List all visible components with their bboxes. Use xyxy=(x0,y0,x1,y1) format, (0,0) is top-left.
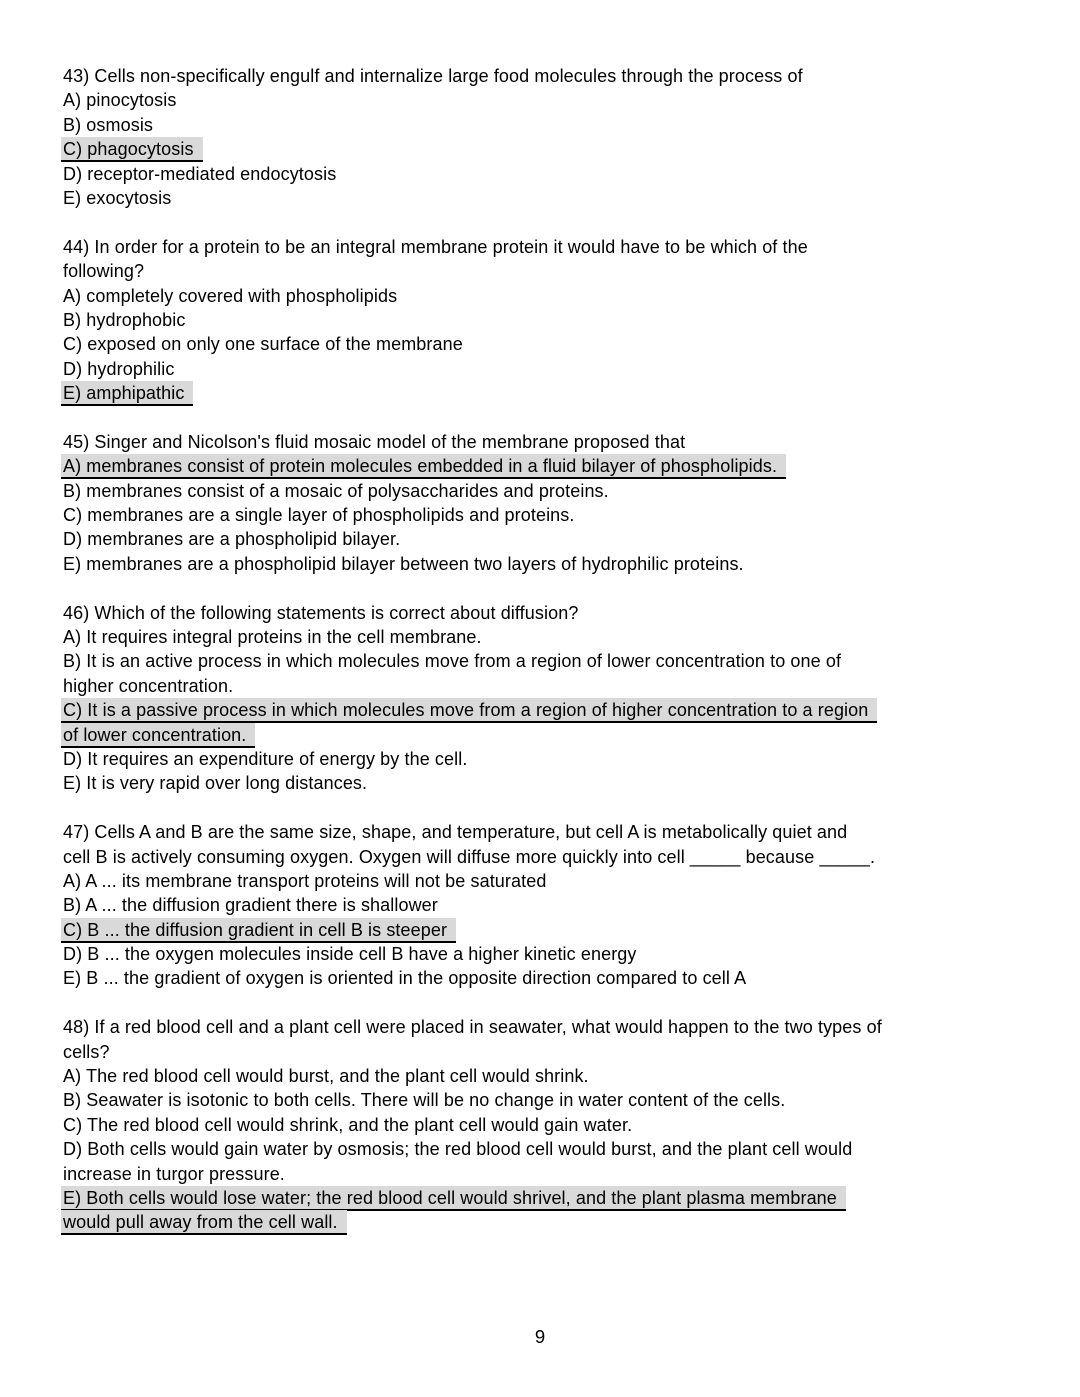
page-number: 9 xyxy=(534,1326,546,1347)
answer-option-correct xyxy=(63,381,1022,405)
answer-option: A) completely covered with phospholipids xyxy=(63,285,398,306)
question-stem-line: higher concentration. xyxy=(63,675,234,696)
question-block xyxy=(63,235,1022,406)
answer-option-correct xyxy=(63,137,1022,161)
answer-option: E) It is very rapid over long distances. xyxy=(63,773,368,794)
answer-option: A) It requires integral proteins in the cell membrane. xyxy=(63,626,482,647)
answer-option: C) exposed on only one surface of the membrane xyxy=(63,334,463,355)
question-list xyxy=(63,64,1022,1235)
correct-answer-highlight: C) phagocytosis xyxy=(61,137,203,162)
answer-option: C) membranes are a single layer of phospholipids and proteins. xyxy=(63,505,575,526)
question-block xyxy=(63,1015,1022,1235)
answer-option: D) receptor-mediated endocytosis xyxy=(63,163,337,184)
answer-option: A) The red blood cell would burst, and the plant cell would shrink. xyxy=(63,1066,589,1087)
answer-option: A) pinocytosis xyxy=(63,90,177,111)
answer-option: D) It requires an expenditure of energy by the cell. xyxy=(63,748,468,769)
correct-answer-highlight: E) amphipathic xyxy=(61,381,193,406)
question-stem-line: following? xyxy=(63,261,145,282)
correct-answer-highlight: C) B ... the diffusion gradient in cell B is steeper xyxy=(61,918,456,943)
question-stem-line: 46) Which of the following statements is correct about diffusion? xyxy=(63,602,579,623)
answer-option: D) hydrophilic xyxy=(63,358,175,379)
answer-option-correct xyxy=(63,723,1022,747)
answer-option-correct xyxy=(63,1186,1022,1210)
answer-option: E) exocytosis xyxy=(63,187,172,208)
question-stem-line: cells? xyxy=(63,1041,110,1062)
correct-answer-highlight: C) It is a passive process in which molecules move from a region of higher concentration to a region xyxy=(61,698,877,723)
correct-answer-highlight: would pull away from the cell wall. xyxy=(61,1210,347,1235)
answer-option: E) membranes are a phospholipid bilayer between two layers of hydrophilic proteins. xyxy=(63,553,744,574)
answer-option: B) membranes consist of a mosaic of polysaccharides and proteins. xyxy=(63,480,609,501)
correct-answer-highlight: of lower concentration. xyxy=(61,723,255,748)
answer-option-correct xyxy=(63,918,1022,942)
answer-option: A) A ... its membrane transport proteins will not be saturated xyxy=(63,870,547,891)
correct-answer-highlight: E) Both cells would lose water; the red blood cell would shrivel, and the plant plasma membrane xyxy=(61,1186,846,1211)
answer-option: B) A ... the diffusion gradient there is shallower xyxy=(63,895,438,916)
answer-option: B) hydrophobic xyxy=(63,309,186,330)
answer-option: D) B ... the oxygen molecules inside cell B have a higher kinetic energy xyxy=(63,944,637,965)
answer-option-correct xyxy=(63,454,1022,478)
answer-option: B) osmosis xyxy=(63,114,154,135)
question-stem-line: 44) In order for a protein to be an integral membrane protein it would have to be which of the xyxy=(63,236,808,257)
answer-option: B) It is an active process in which molecules move from a region of lower concentration to one of xyxy=(63,651,842,672)
question-stem-line: increase in turgor pressure. xyxy=(63,1163,285,1184)
question-stem-line: 45) Singer and Nicolson's fluid mosaic model of the membrane proposed that xyxy=(63,431,686,452)
correct-answer-highlight: A) membranes consist of protein molecules embedded in a fluid bilayer of phospholipids. xyxy=(61,454,786,479)
question-stem-line: 47) Cells A and B are the same size, shape, and temperature, but cell A is metabolically quiet and xyxy=(63,822,848,843)
question-block xyxy=(63,64,1022,210)
question-block xyxy=(63,430,1022,576)
answer-option: E) B ... the gradient of oxygen is oriented in the opposite direction compared to cell A xyxy=(63,968,747,989)
answer-option-correct xyxy=(63,698,1022,722)
question-stem-line: 48) If a red blood cell and a plant cell were placed in seawater, what would happen to the two types of xyxy=(63,1017,882,1038)
answer-option: C) The red blood cell would shrink, and the plant cell would gain water. xyxy=(63,1114,633,1135)
answer-option: D) Both cells would gain water by osmosis; the red blood cell would burst, and the plant cell would xyxy=(63,1139,853,1160)
question-block xyxy=(63,820,1022,991)
question-stem-line: 43) Cells non-specifically engulf and internalize large food molecules through the process of xyxy=(63,66,803,86)
question-stem-line: cell B is actively consuming oxygen. Oxygen will diffuse more quickly into cell _____ because _____. xyxy=(63,846,876,867)
question-block xyxy=(63,601,1022,796)
answer-option-correct xyxy=(63,1210,1022,1234)
answer-option: D) membranes are a phospholipid bilayer. xyxy=(63,529,401,550)
answer-option: B) Seawater is isotonic to both cells. There will be no change in water content of the cells. xyxy=(63,1090,786,1111)
